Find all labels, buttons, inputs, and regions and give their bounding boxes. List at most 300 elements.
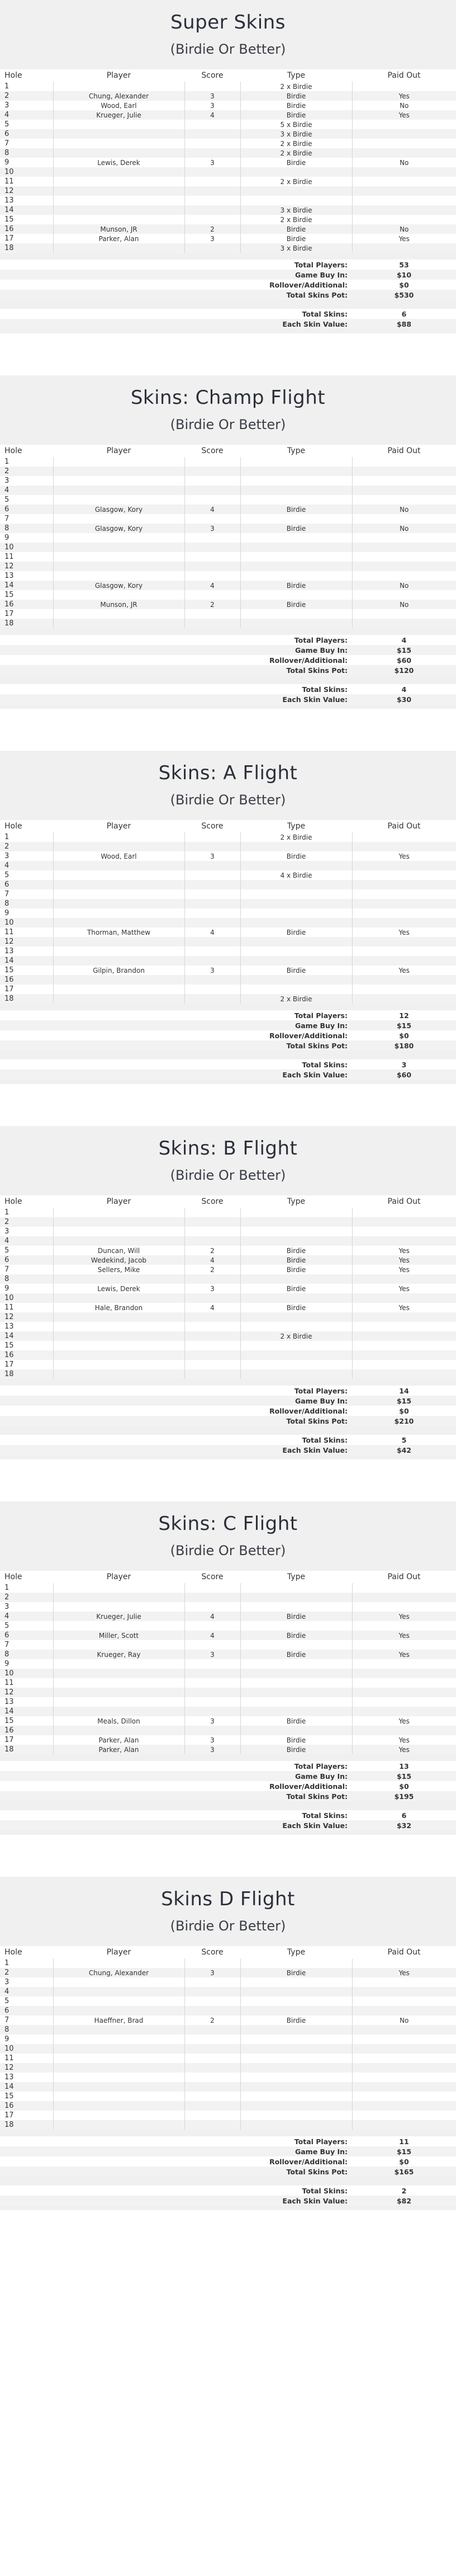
cell-type: 2 x Birdie <box>240 148 352 158</box>
summary-value: $0 <box>352 1030 456 1040</box>
cell-paid <box>352 2092 456 2101</box>
cell-player: Wood, Earl <box>53 101 184 110</box>
cell-player <box>53 215 184 224</box>
cell-player <box>53 2101 184 2111</box>
cell-hole: 17 <box>0 609 53 619</box>
cell-hole: 3 <box>0 101 53 110</box>
summary-table <box>0 1386 456 1455</box>
table-row <box>0 514 456 524</box>
table-row <box>0 1707 456 1716</box>
skins-section <box>0 0 456 333</box>
cell-player <box>53 889 184 899</box>
cell-paid: Yes <box>352 1612 456 1621</box>
summary-label: Rollover/Additional: <box>0 655 352 665</box>
cell-player <box>53 543 184 552</box>
cell-paid <box>352 82 456 91</box>
cell-type <box>240 2082 352 2092</box>
cell-paid <box>352 1312 456 1322</box>
cell-hole: 15 <box>0 590 53 600</box>
table-row <box>0 1274 456 1284</box>
cell-paid <box>352 1208 456 1217</box>
cell-type <box>240 167 352 177</box>
cell-paid: Yes <box>352 1968 456 1977</box>
column-header-player: Player <box>53 445 184 457</box>
cell-player <box>53 1669 184 1678</box>
cell-type <box>240 1217 352 1227</box>
cell-score <box>184 2006 240 2015</box>
cell-hole: 6 <box>0 129 53 139</box>
cell-type <box>240 467 352 476</box>
cell-score <box>184 2101 240 2111</box>
table-row <box>0 600 456 609</box>
cell-score <box>184 1659 240 1669</box>
table-row <box>0 619 456 628</box>
cell-score <box>184 120 240 129</box>
cell-hole: 15 <box>0 215 53 224</box>
cell-player <box>53 1217 184 1227</box>
skins-table <box>0 1571 456 1754</box>
cell-paid: Yes <box>352 1265 456 1274</box>
cell-paid <box>352 889 456 899</box>
table-row <box>0 486 456 495</box>
cell-hole: 15 <box>0 966 53 975</box>
cell-paid: No <box>352 101 456 110</box>
cell-type <box>240 552 352 562</box>
cell-hole: 3 <box>0 1227 53 1236</box>
column-header-paid: Paid Out <box>352 1571 456 1583</box>
cell-paid <box>352 486 456 495</box>
cell-player <box>53 82 184 91</box>
cell-score <box>184 177 240 186</box>
cell-type <box>240 2120 352 2130</box>
cell-score: 4 <box>184 505 240 514</box>
cell-player <box>53 186 184 196</box>
cell-type <box>240 908 352 918</box>
cell-hole: 18 <box>0 1369 53 1379</box>
summary-row-each-value <box>0 1820 456 1830</box>
cell-score <box>184 1341 240 1350</box>
table-row <box>0 590 456 600</box>
column-header-player: Player <box>53 1946 184 1958</box>
cell-type <box>240 1987 352 1996</box>
summary-label: Each Skin Value: <box>0 1070 352 1080</box>
summary-label: Total Skins Pot: <box>0 290 352 300</box>
cell-paid <box>352 832 456 842</box>
column-header-hole: Hole <box>0 1571 53 1583</box>
cell-score: 3 <box>184 91 240 101</box>
table-row <box>0 1612 456 1621</box>
cell-type <box>240 533 352 543</box>
cell-score: 4 <box>184 927 240 937</box>
cell-score <box>184 495 240 505</box>
cell-score <box>184 609 240 619</box>
cell-player <box>53 946 184 956</box>
cell-paid: No <box>352 581 456 590</box>
table-row <box>0 186 456 196</box>
table-row <box>0 158 456 167</box>
skins-table <box>0 1195 456 1379</box>
summary-row-total-pot <box>0 2167 456 2177</box>
cell-type <box>240 1602 352 1612</box>
cell-player <box>53 1341 184 1350</box>
summary-value: $30 <box>352 694 456 704</box>
cell-type: Birdie <box>240 158 352 167</box>
cell-score <box>184 148 240 158</box>
summary-spacer <box>0 1051 456 1059</box>
summary-label: Total Skins Pot: <box>0 665 352 675</box>
column-header-score: Score <box>184 1571 240 1583</box>
cell-hole: 8 <box>0 1650 53 1659</box>
cell-paid <box>352 120 456 129</box>
cell-score <box>184 1602 240 1612</box>
cell-score: 3 <box>184 101 240 110</box>
table-row <box>0 177 456 186</box>
column-header-paid: Paid Out <box>352 445 456 457</box>
cell-type: Birdie <box>240 600 352 609</box>
summary-row-total-skins <box>0 1435 456 1445</box>
summary-spacer <box>0 1801 456 1810</box>
summary-value: $165 <box>352 2167 456 2177</box>
cell-type <box>240 1977 352 1987</box>
cell-paid <box>352 918 456 927</box>
cell-score: 3 <box>184 524 240 533</box>
cell-player <box>53 167 184 177</box>
cell-player <box>53 1331 184 1341</box>
cell-hole: 13 <box>0 1322 53 1331</box>
cell-score <box>184 486 240 495</box>
column-header-type: Type <box>240 1195 352 1208</box>
cell-score <box>184 908 240 918</box>
table-row <box>0 476 456 486</box>
table-row <box>0 1236 456 1246</box>
cell-paid <box>352 2044 456 2054</box>
table-row <box>0 2101 456 2111</box>
summary-label: Game Buy In: <box>0 270 352 280</box>
cell-hole: 3 <box>0 1977 53 1987</box>
summary-row-total-players <box>0 635 456 645</box>
cell-hole: 1 <box>0 832 53 842</box>
cell-score: 3 <box>184 1284 240 1293</box>
cell-hole: 7 <box>0 2015 53 2025</box>
cell-hole: 18 <box>0 2120 53 2130</box>
cell-paid: Yes <box>352 1284 456 1293</box>
summary-label: Total Skins Pot: <box>0 1416 352 1426</box>
cell-score <box>184 1621 240 1631</box>
cell-type <box>240 1208 352 1217</box>
cell-score <box>184 1996 240 2006</box>
cell-player: Munson, JR <box>53 600 184 609</box>
cell-player <box>53 1322 184 1331</box>
cell-type <box>240 562 352 571</box>
cell-hole: 14 <box>0 2082 53 2092</box>
summary-label: Total Skins Pot: <box>0 2167 352 2177</box>
cell-score <box>184 571 240 581</box>
table-row <box>0 562 456 571</box>
cell-score <box>184 1688 240 1697</box>
cell-hole: 18 <box>0 619 53 628</box>
cell-score <box>184 1678 240 1688</box>
cell-hole: 1 <box>0 1208 53 1217</box>
table-row <box>0 101 456 110</box>
table-row <box>0 2015 456 2025</box>
cell-player <box>53 2120 184 2130</box>
section-title: Skins: C Flight <box>158 1513 298 1535</box>
cell-score: 3 <box>184 1735 240 1745</box>
cell-score: 3 <box>184 851 240 861</box>
cell-type: 2 x Birdie <box>240 139 352 148</box>
cell-paid <box>352 1602 456 1612</box>
cell-player <box>53 956 184 966</box>
summary-value: $88 <box>352 319 456 329</box>
cell-paid <box>352 1697 456 1707</box>
cell-score <box>184 937 240 946</box>
table-row <box>0 1331 456 1341</box>
cell-paid: Yes <box>352 966 456 975</box>
column-header-player: Player <box>53 1571 184 1583</box>
cell-hole: 7 <box>0 1265 53 1274</box>
cell-type <box>240 2054 352 2063</box>
cell-paid <box>352 1369 456 1379</box>
table-row <box>0 956 456 966</box>
cell-paid <box>352 1274 456 1284</box>
summary-row-each-value <box>0 1445 456 1455</box>
cell-hole: 4 <box>0 486 53 495</box>
cell-hole: 3 <box>0 1602 53 1612</box>
cell-hole: 17 <box>0 985 53 994</box>
cell-score <box>184 899 240 908</box>
summary-spacer <box>0 1426 456 1435</box>
cell-type <box>240 1688 352 1697</box>
table-row <box>0 1350 456 1360</box>
cell-player <box>53 205 184 215</box>
table-row <box>0 1621 456 1631</box>
table-row <box>0 1688 456 1697</box>
cell-hole: 2 <box>0 467 53 476</box>
cell-player: Hale, Brandon <box>53 1303 184 1312</box>
table-row <box>0 120 456 129</box>
summary-label: Total Skins: <box>0 309 352 319</box>
cell-score <box>184 975 240 985</box>
cell-hole: 14 <box>0 1331 53 1341</box>
cell-hole: 6 <box>0 1255 53 1265</box>
table-row <box>0 1583 456 1593</box>
cell-type <box>240 514 352 524</box>
table-row <box>0 609 456 619</box>
cell-type <box>240 1350 352 1360</box>
summary-value: $32 <box>352 1820 456 1830</box>
skins-section <box>0 1877 456 2210</box>
cell-player <box>53 1621 184 1631</box>
column-header-hole: Hole <box>0 1195 53 1208</box>
cell-player <box>53 486 184 495</box>
table-row <box>0 1217 456 1227</box>
cell-paid <box>352 1958 456 1968</box>
cell-player: Sellers, Mike <box>53 1265 184 1274</box>
cell-score <box>184 1208 240 1217</box>
cell-type <box>240 880 352 889</box>
cell-paid <box>352 1293 456 1303</box>
cell-type <box>240 1360 352 1369</box>
cell-player <box>53 1583 184 1593</box>
cell-paid <box>352 129 456 139</box>
cell-score: 3 <box>184 1968 240 1977</box>
cell-hole: 18 <box>0 243 53 253</box>
cell-score <box>184 139 240 148</box>
table-row <box>0 1322 456 1331</box>
cell-type: Birdie <box>240 505 352 514</box>
cell-player <box>53 1593 184 1602</box>
cell-paid: No <box>352 505 456 514</box>
cell-paid <box>352 1621 456 1631</box>
cell-score: 2 <box>184 224 240 234</box>
summary-value: 2 <box>352 2186 456 2196</box>
cell-paid <box>352 467 456 476</box>
cell-score <box>184 552 240 562</box>
table-row <box>0 908 456 918</box>
cell-hole: 4 <box>0 1612 53 1621</box>
section-header <box>0 375 456 445</box>
table-row <box>0 1745 456 1754</box>
cell-hole: 17 <box>0 234 53 243</box>
cell-player <box>53 937 184 946</box>
cell-type <box>240 2101 352 2111</box>
cell-hole: 2 <box>0 1968 53 1977</box>
table-row <box>0 927 456 937</box>
cell-type <box>240 196 352 205</box>
cell-player <box>53 177 184 186</box>
column-header-score: Score <box>184 445 240 457</box>
cell-hole: 1 <box>0 82 53 91</box>
cell-type <box>240 861 352 870</box>
summary-value: $15 <box>352 1771 456 1781</box>
section-title: Super Skins <box>170 11 286 34</box>
cell-player <box>53 148 184 158</box>
cell-paid <box>352 1583 456 1593</box>
section-subtitle: (Birdie Or Better) <box>170 1167 286 1183</box>
cell-paid <box>352 1322 456 1331</box>
section-header <box>0 1501 456 1571</box>
cell-hole: 12 <box>0 562 53 571</box>
column-header-score: Score <box>184 1195 240 1208</box>
summary-row-each-value <box>0 2196 456 2206</box>
cell-score <box>184 2082 240 2092</box>
cell-type <box>240 842 352 851</box>
cell-type <box>240 2111 352 2120</box>
cell-score <box>184 1274 240 1284</box>
summary-value: 5 <box>352 1435 456 1445</box>
cell-type: Birdie <box>240 1968 352 1977</box>
summary-table <box>0 1010 456 1080</box>
cell-player <box>53 495 184 505</box>
table-row <box>0 1265 456 1274</box>
table-row <box>0 1669 456 1678</box>
summary-row-total-skins <box>0 684 456 694</box>
table-header-row <box>0 1195 456 1208</box>
cell-paid: Yes <box>352 1255 456 1265</box>
cell-hole: 2 <box>0 1593 53 1602</box>
cell-score: 2 <box>184 1246 240 1255</box>
cell-score <box>184 2063 240 2073</box>
cell-type: 3 x Birdie <box>240 129 352 139</box>
summary-row-total-skins <box>0 2186 456 2196</box>
summary-row-rollover <box>0 2156 456 2167</box>
cell-type <box>240 956 352 966</box>
table-row <box>0 966 456 975</box>
cell-paid <box>352 2054 456 2063</box>
cell-player <box>53 1274 184 1284</box>
table-row <box>0 2044 456 2054</box>
cell-player: Lewis, Derek <box>53 1284 184 1293</box>
cell-player: Thorman, Matthew <box>53 927 184 937</box>
cell-hole: 6 <box>0 2006 53 2015</box>
summary-row-total-pot <box>0 1791 456 1801</box>
cell-player <box>53 2073 184 2082</box>
section-header <box>0 751 456 820</box>
cell-paid <box>352 186 456 196</box>
cell-hole: 12 <box>0 1688 53 1697</box>
cell-hole: 15 <box>0 1716 53 1726</box>
cell-paid <box>352 1640 456 1650</box>
summary-row-rollover <box>0 280 456 290</box>
summary-value: $0 <box>352 2156 456 2167</box>
cell-hole: 11 <box>0 1678 53 1688</box>
table-row <box>0 1312 456 1322</box>
summary-label: Total Players: <box>0 2136 352 2146</box>
cell-type: Birdie <box>240 1265 352 1274</box>
cell-type: Birdie <box>240 1612 352 1621</box>
cell-paid <box>352 167 456 177</box>
table-row <box>0 167 456 177</box>
cell-score: 4 <box>184 1631 240 1640</box>
summary-label: Rollover/Additional: <box>0 2156 352 2167</box>
skins-table <box>0 445 456 628</box>
cell-hole: 8 <box>0 2025 53 2035</box>
cell-player <box>53 1726 184 1735</box>
cell-score <box>184 514 240 524</box>
cell-hole: 6 <box>0 505 53 514</box>
cell-score <box>184 1697 240 1707</box>
cell-hole: 9 <box>0 1659 53 1669</box>
table-row <box>0 985 456 994</box>
cell-paid <box>352 1977 456 1987</box>
table-row <box>0 552 456 562</box>
column-header-type: Type <box>240 1946 352 1958</box>
table-row <box>0 1996 456 2006</box>
table-row <box>0 1640 456 1650</box>
cell-paid <box>352 514 456 524</box>
cell-type: Birdie <box>240 110 352 120</box>
cell-player <box>53 1360 184 1369</box>
cell-hole: 8 <box>0 524 53 533</box>
cell-score: 2 <box>184 2015 240 2025</box>
cell-hole: 10 <box>0 918 53 927</box>
cell-paid <box>352 177 456 186</box>
summary-value: $42 <box>352 1445 456 1455</box>
cell-paid: Yes <box>352 927 456 937</box>
column-header-hole: Hole <box>0 69 53 82</box>
cell-score <box>184 167 240 177</box>
cell-score: 4 <box>184 581 240 590</box>
table-row <box>0 2006 456 2015</box>
cell-player: Munson, JR <box>53 224 184 234</box>
cell-hole: 11 <box>0 177 53 186</box>
cell-paid <box>352 985 456 994</box>
cell-type: Birdie <box>240 234 352 243</box>
cell-score <box>184 870 240 880</box>
cell-score: 4 <box>184 110 240 120</box>
table-header-row <box>0 445 456 457</box>
table-row <box>0 224 456 234</box>
